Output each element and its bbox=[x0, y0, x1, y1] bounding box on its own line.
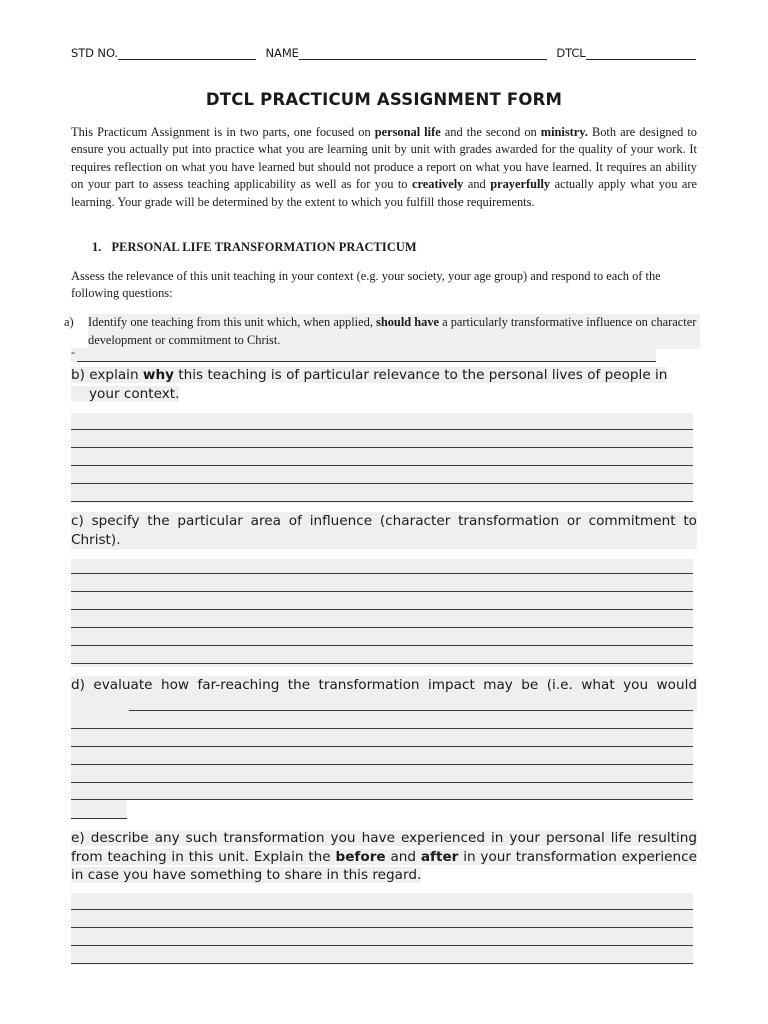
question-d: d) evaluate how far-reaching the transformation impact may be (i.e. what you would bbox=[71, 676, 697, 713]
answer-rule bbox=[71, 909, 693, 910]
question-e-bold-after: after bbox=[420, 848, 459, 865]
intro-text: Both are designed to ensure you actually put into practice what you are learning unit by unit with grades awarded for the quality of your work. It requires reflection on what you have learned but should not produce a report on what you have learned. It requires an ability on your part to assess teaching applicability as well as for you to bbox=[71, 125, 697, 192]
question-b-post: this teaching is of particular relevance to the personal lives of people in bbox=[174, 367, 668, 383]
answer-rule bbox=[71, 782, 693, 783]
page-title: DTCL PRACTICUM ASSIGNMENT FORM bbox=[205, 90, 563, 109]
answer-rule bbox=[71, 963, 693, 964]
question-e-post: in your transformation experience in case you have something to share in this regard. bbox=[71, 848, 697, 883]
question-b-label: b) bbox=[71, 367, 85, 383]
answer-rule bbox=[71, 501, 693, 502]
assess-instructions: Assess the relevance of this unit teaching in your context (e.g. your society, your age group) and respond to each of the following questions: bbox=[71, 269, 661, 301]
answer-rule bbox=[71, 645, 693, 646]
section-title: PERSONAL LIFE TRANSFORMATION PRACTICUM bbox=[111, 240, 417, 254]
dtcl-field[interactable] bbox=[586, 47, 696, 60]
question-b-line2: your context. bbox=[71, 386, 179, 402]
section-heading bbox=[92, 240, 417, 255]
question-e bbox=[71, 829, 697, 885]
answer-rule bbox=[71, 799, 693, 800]
question-a bbox=[64, 314, 700, 349]
dtcl-label: DTCL bbox=[556, 46, 586, 60]
answer-rule bbox=[71, 927, 693, 928]
answer-a-field[interactable] bbox=[71, 345, 656, 362]
intro-text: This Practicum Assignment is in two parts, one focused on bbox=[71, 125, 375, 139]
answer-rule bbox=[71, 609, 693, 610]
question-a-pre: Identify one teaching from this unit which, when applied, bbox=[88, 315, 377, 329]
question-a-label: a) bbox=[64, 315, 74, 329]
intro-bold-ministry: ministry. bbox=[540, 125, 588, 139]
intro-text: actually apply what you are learning. Your grade will be determined by the extent to which you fulfill those requirements. bbox=[71, 177, 697, 209]
answer-c-field[interactable] bbox=[71, 559, 693, 667]
answer-rule bbox=[71, 447, 693, 448]
question-b-line1 bbox=[71, 367, 667, 383]
question-b-bold: why bbox=[142, 367, 174, 383]
answer-b-field[interactable] bbox=[71, 413, 693, 503]
answer-rule bbox=[71, 764, 693, 765]
answer-rule bbox=[71, 483, 693, 484]
answer-rule bbox=[71, 465, 693, 466]
question-a-text bbox=[88, 314, 700, 349]
intro-text: and the second on bbox=[440, 125, 541, 139]
name-label: NAME bbox=[265, 46, 299, 60]
answer-rule bbox=[71, 728, 693, 729]
answer-d-tail[interactable] bbox=[71, 800, 127, 819]
answer-rule bbox=[71, 746, 693, 747]
answer-a-dash: - bbox=[71, 345, 75, 359]
question-e-bold-before: before bbox=[335, 848, 386, 865]
question-e-pre: e) describe any such transformation you have experienced in your personal life resulting from teaching in this unit. Explain the bbox=[71, 830, 697, 865]
answer-rule bbox=[71, 573, 693, 574]
answer-rule bbox=[71, 663, 693, 664]
intro-text: and bbox=[463, 177, 491, 192]
answer-rule bbox=[71, 591, 693, 592]
answer-rule bbox=[129, 710, 693, 711]
intro-bold-personal-life: personal life bbox=[374, 125, 441, 139]
question-b-pre: explain bbox=[89, 367, 143, 383]
answer-rule bbox=[71, 429, 693, 430]
question-a-post: a particularly transformative influence on character development or commitment to Christ. bbox=[88, 315, 697, 347]
question-c: c) specify the particular area of influence (character transformation or commitment to Christ). bbox=[71, 513, 697, 548]
answer-a-rule bbox=[77, 361, 656, 362]
std-no-label: STD NO. bbox=[71, 46, 118, 60]
section-number: 1. bbox=[92, 240, 102, 254]
intro-bold-prayerfully: prayerfully bbox=[490, 177, 551, 192]
answer-rule bbox=[71, 945, 693, 946]
name-field[interactable] bbox=[299, 47, 547, 60]
question-e-mid: and bbox=[385, 848, 421, 865]
question-a-bold: should have bbox=[376, 315, 440, 329]
answer-d-field[interactable] bbox=[71, 694, 693, 800]
answer-e-field[interactable] bbox=[71, 893, 693, 965]
intro-bold-creatively: creatively bbox=[411, 177, 464, 192]
std-no-field[interactable] bbox=[118, 47, 256, 60]
intro-paragraph bbox=[71, 124, 697, 211]
answer-rule bbox=[71, 627, 693, 628]
question-b bbox=[71, 366, 699, 403]
question-e-text bbox=[71, 830, 697, 883]
student-info-line bbox=[71, 46, 711, 60]
